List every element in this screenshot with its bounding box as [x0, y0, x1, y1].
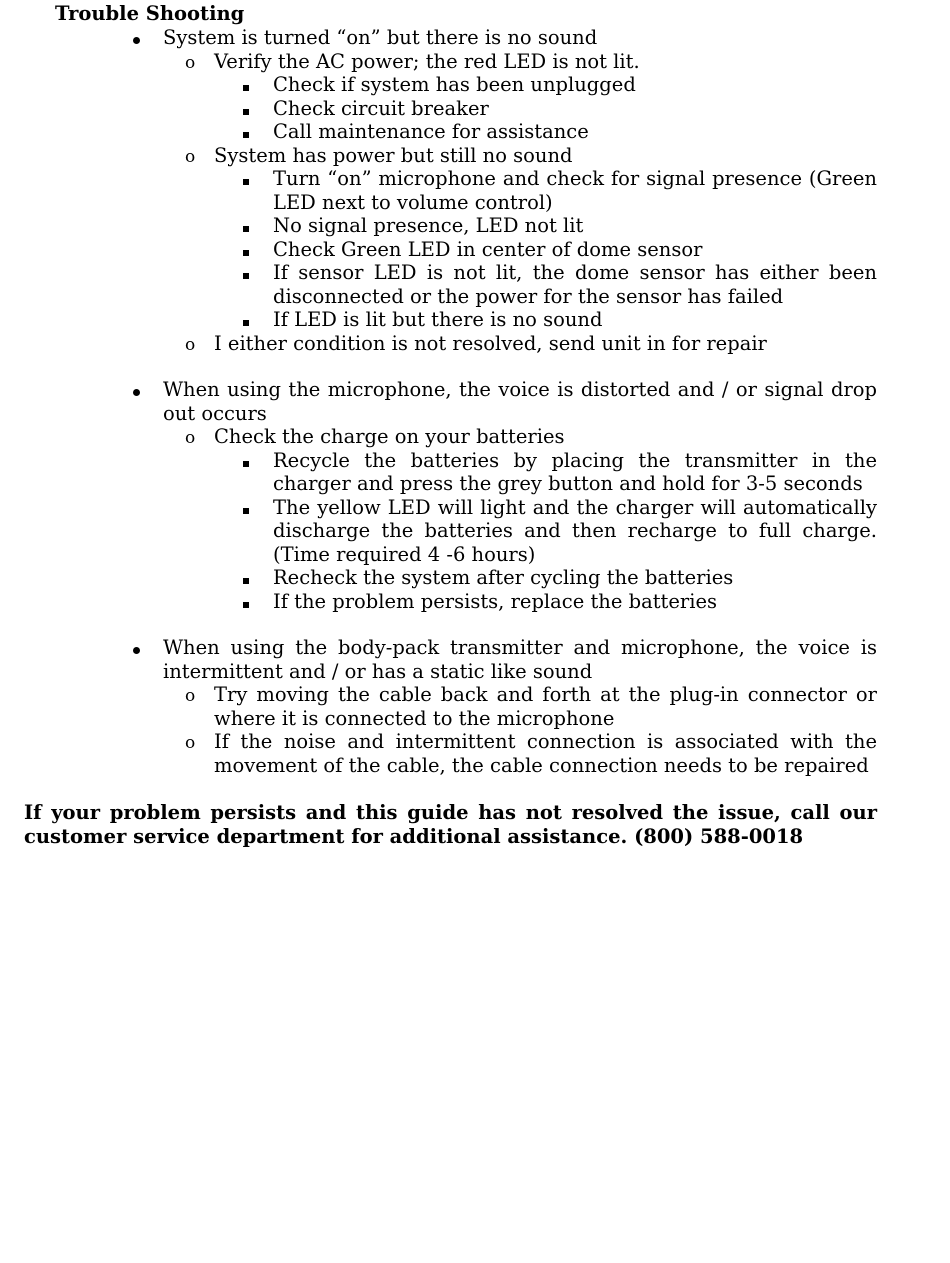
- list-item: [0, 26, 877, 50]
- square-bullet-icon: [243, 308, 263, 332]
- section-no-sound: [0, 26, 950, 355]
- list-item: [0, 308, 877, 332]
- bullet-icon: [133, 26, 153, 50]
- detail-text: Check if system has been unplugged: [273, 73, 636, 96]
- sub-item-text: Check the charge on your batteries: [214, 425, 565, 448]
- square-bullet-icon: [243, 496, 263, 520]
- section-distorted-voice: [0, 378, 950, 613]
- square-bullet-icon: [243, 167, 263, 191]
- square-bullet-icon: [243, 238, 263, 262]
- square-bullet-icon: [243, 261, 263, 285]
- square-bullet-icon: [243, 120, 263, 144]
- bullet-text: When using the body-pack transmitter and microphone, the voice is intermittent and / or has a static like sound: [163, 636, 877, 683]
- bullet-icon: [133, 378, 153, 402]
- square-bullet-icon: [243, 449, 263, 473]
- list-item: [0, 566, 877, 590]
- list-item: [0, 144, 877, 168]
- detail-text: Check circuit breaker: [273, 96, 489, 120]
- list-item: [0, 332, 877, 356]
- list-item: [0, 449, 877, 496]
- sub-item-text: Try moving the cable back and forth at the plug-in connector or where it is connected to the microphone: [214, 683, 877, 730]
- detail-text: Recycle the batteries by placing the transmitter in the charger and press the grey button and hold for 3-5 seconds: [273, 448, 877, 495]
- list-item: [0, 378, 877, 425]
- list-item: [0, 590, 877, 614]
- list-item: [0, 120, 877, 144]
- list-item: [0, 425, 877, 449]
- list-item: [0, 97, 877, 121]
- sub-item-text: If the noise and intermittent connection is associated with the movement of the cable, the cable connection needs to be repaired: [214, 730, 877, 777]
- list-item: [0, 496, 877, 567]
- square-bullet-icon: [243, 590, 263, 614]
- list-item: [0, 214, 877, 238]
- circle-bullet-icon: o: [185, 52, 196, 73]
- detail-text: Call maintenance for assistance: [273, 120, 589, 143]
- sub-item-text: System has power but still no sound: [214, 143, 573, 167]
- list-item: [0, 636, 877, 683]
- list-item: [0, 167, 877, 214]
- detail-text: The yellow LED will light and the charger will automatically discharge the batteries and then recharge to full charge. (Time required 4 -6 hours): [273, 495, 877, 566]
- circle-bullet-icon: o: [185, 733, 196, 753]
- section-intermittent-voice: [0, 636, 950, 777]
- list-item: [0, 238, 877, 262]
- list-item: [0, 683, 877, 730]
- square-bullet-icon: [243, 73, 263, 97]
- detail-text: Check Green LED in center of dome sensor: [273, 237, 703, 261]
- detail-text: No signal presence, LED not lit: [273, 214, 584, 237]
- detail-text: If sensor LED is not lit, the dome sensor has either been disconnected or the power for the sensor has failed: [273, 261, 877, 308]
- square-bullet-icon: [243, 97, 263, 121]
- circle-bullet-icon: o: [185, 686, 196, 706]
- bullet-text: System is turned “on” but there is no sound: [163, 26, 598, 49]
- page-title: Trouble Shooting: [55, 2, 245, 25]
- square-bullet-icon: [243, 566, 263, 590]
- detail-text: Recheck the system after cycling the batteries: [273, 566, 734, 589]
- sub-item-text: I either condition is not resolved, send unit in for repair: [214, 331, 767, 355]
- list-item: [0, 730, 877, 777]
- customer-service-note: If your problem persists and this guide has not resolved the issue, call our customer service department for additional assistance. (800) 588-0018: [24, 801, 877, 848]
- list-item: [0, 73, 877, 97]
- bullet-icon: [133, 636, 153, 660]
- circle-bullet-icon: o: [185, 146, 196, 167]
- detail-text: If the problem persists, replace the batteries: [273, 589, 718, 613]
- circle-bullet-icon: o: [185, 428, 196, 448]
- sub-item-text: Verify the AC power; the red LED is not lit.: [214, 49, 640, 73]
- list-item: [0, 50, 877, 74]
- list-item: [0, 261, 877, 308]
- bullet-text: When using the microphone, the voice is distorted and / or signal drop out occurs: [163, 378, 877, 425]
- square-bullet-icon: [243, 214, 263, 238]
- circle-bullet-icon: o: [185, 334, 196, 355]
- detail-text: If LED is lit but there is no sound: [273, 308, 603, 331]
- detail-text: Turn “on” microphone and check for signal presence (Green LED next to volume control): [273, 167, 877, 214]
